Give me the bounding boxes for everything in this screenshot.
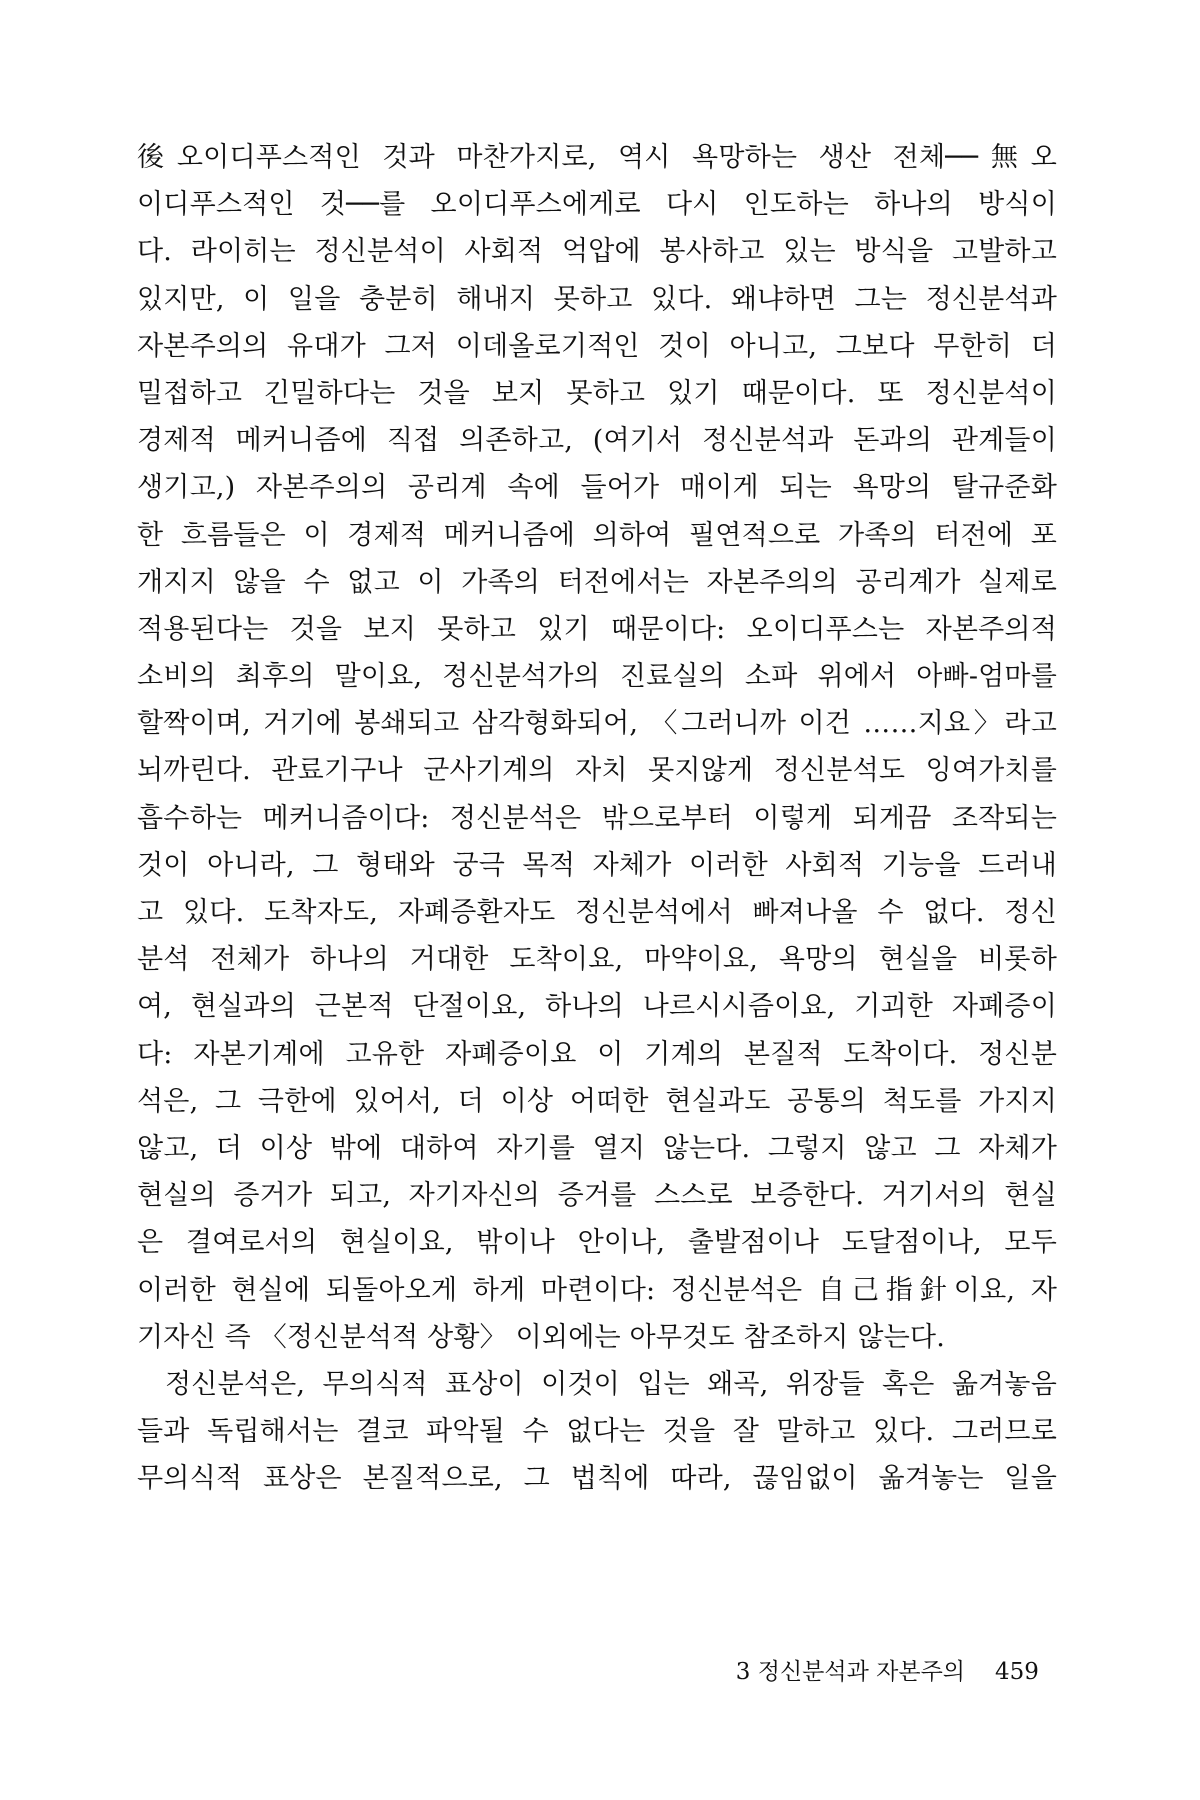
page-number: 459 [995, 1659, 1039, 1685]
body-text [137, 134, 1057, 1502]
text-line: 자본주의의 유대가 그저 이데올로기적인 것이 아니고, 그보다 무한히 더 [137, 330, 1057, 362]
text-line: 기자신 즉 〈정신분석적 상황〉 이외에는 아무것도 참조하지 않는다. [137, 1321, 945, 1353]
page-footer [0, 1652, 1200, 1692]
text-line: 석은, 그 극한에 있어서, 더 이상 어떠한 현실과도 공통의 척도를 가지지 [137, 1085, 1057, 1117]
text-line: 한 흐름들은 이 경제적 메커니즘에 의하여 필연적으로 가족의 터전에 포 [137, 519, 1057, 551]
text-line: 고 있다. 도착자도, 자폐증환자도 정신분석에서 빠져나올 수 없다. 정신 [137, 897, 1057, 928]
text-line: 밀접하고 긴밀하다는 것을 보지 못하고 있기 때문이다. 또 정신분석이 [137, 377, 1057, 409]
text-line: 것이 아니라, 그 형태와 궁극 목적 자체가 이러한 사회적 기능을 드러내 [137, 849, 1057, 881]
text-line: 적용된다는 것을 보지 못하고 있기 때문이다: 오이디푸스는 자본주의적 [137, 613, 1057, 645]
text-line: 여, 현실과의 근본적 단절이요, 하나의 나르시시즘이요, 기괴한 자폐증이 [137, 991, 1057, 1023]
text-line: 다: 자본기계에 고유한 자폐증이요 이 기계의 본질적 도착이다. 정신분 [137, 1038, 1057, 1070]
text-line: 않고, 더 이상 밖에 대하여 자기를 열지 않는다. 그렇지 않고 그 자체가 [137, 1132, 1057, 1164]
text-line: 정신분석은, 무의식적 표상이 이것이 입는 왜곡, 위장들 혹은 옮겨놓음 [165, 1368, 1057, 1400]
text-line: 있지만, 이 일을 충분히 해내지 못하고 있다. 왜냐하면 그는 정신분석과 [137, 283, 1057, 315]
text-line: 할짝이며, 거기에 봉쇄되고 삼각형화되어, 〈그러니까 이건 ……지요〉라고 [137, 708, 1057, 740]
text-line: 은 결여로서의 현실이요, 밖이나 안이나, 출발점이나 도달점이나, 모두 [137, 1227, 1057, 1259]
text-line: 다. 라이히는 정신분석이 사회적 억압에 봉사하고 있는 방식을 고발하고 [137, 236, 1057, 268]
text-line: 현실의 증거가 되고, 자기자신의 증거를 스스로 보증한다. 거기서의 현실 [137, 1180, 1057, 1212]
text-line: 경제적 메커니즘에 직접 의존하고, (여기서 정신분석과 돈과의 관계들이 [137, 425, 1057, 457]
text-line: 생기고,) 자본주의의 공리계 속에 들어가 매이게 되는 욕망의 탈규준화 [137, 472, 1057, 504]
text-line: 이러한 현실에 되돌아오게 하게 마련이다: 정신분석은 自己指針이요, 자 [137, 1274, 1057, 1306]
text-line: 흡수하는 메커니즘이다: 정신분석은 밖으로부터 이렇게 되게끔 조작되는 [137, 802, 1057, 834]
text-line: 분석 전체가 하나의 거대한 도착이요, 마약이요, 욕망의 현실을 비롯하 [137, 944, 1057, 976]
paragraph-2 [137, 1361, 1057, 1503]
running-head: 3 정신분석과 자본주의 [735, 1659, 965, 1685]
text-line: 개지지 않을 수 없고 이 가족의 터전에서는 자본주의의 공리계가 실제로 [137, 566, 1057, 598]
text-line: 이디푸스적인 것──를 오이디푸스에게로 다시 인도하는 하나의 방식이 [137, 189, 1057, 221]
text-line: 들과 독립해서는 결코 파악될 수 없다는 것을 잘 말하고 있다. 그러므로 [137, 1416, 1057, 1448]
paragraph-1 [137, 134, 1057, 1361]
text-line: 뇌까린다. 관료기구나 군사기계의 자치 못지않게 정신분석도 잉여가치를 [137, 755, 1057, 787]
text-line: 무의식적 표상은 본질적으로, 그 법칙에 따라, 끊임없이 옮겨놓는 일을 [137, 1463, 1057, 1495]
text-line: 소비의 최후의 말이요, 정신분석가의 진료실의 소파 위에서 아빠-엄마를 [137, 661, 1057, 693]
text-line: 後오이디푸스적인 것과 마찬가지로, 역시 욕망하는 생산 전체──無오 [137, 142, 1057, 173]
